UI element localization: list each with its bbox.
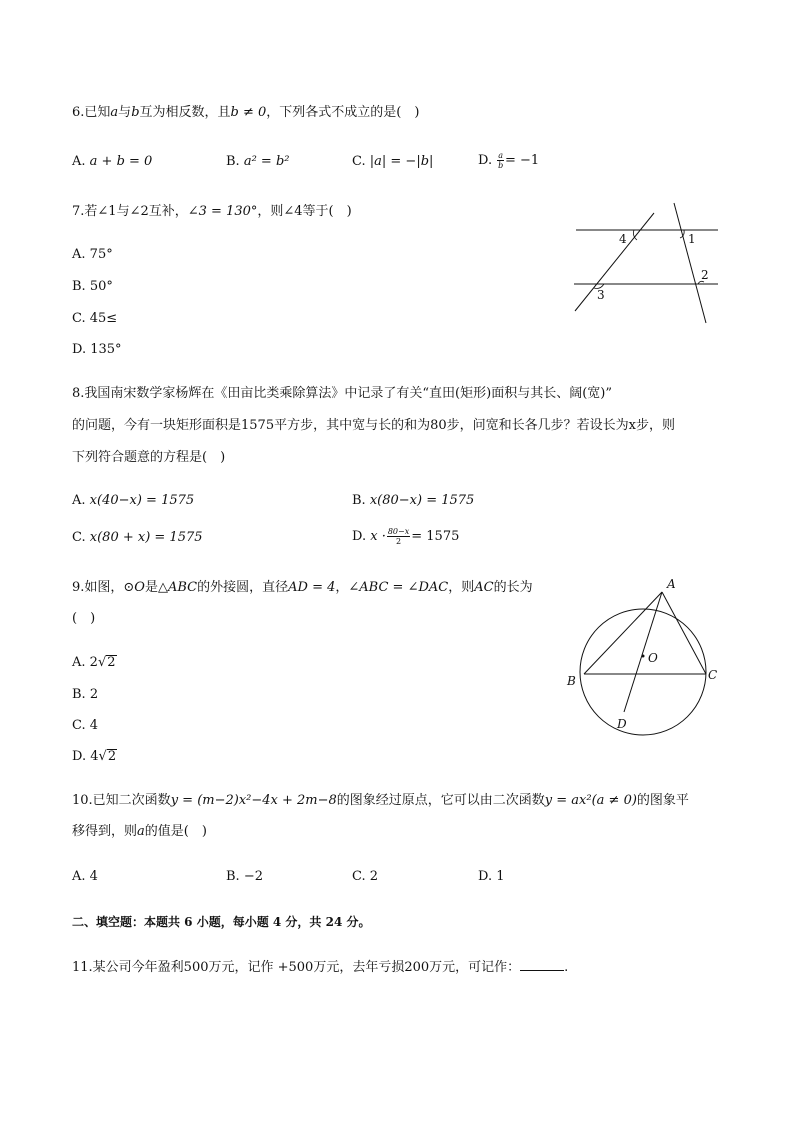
q9-stem-line1 [72,579,533,597]
q9-option-c [72,717,98,735]
fraction-denominator: 2 [396,537,402,546]
q6-stem-part: ，下列各式不成立的是( ) [266,105,420,120]
option-label: A. [72,154,86,169]
q7-option-c [72,310,117,328]
option-text: a² = b² [243,154,290,169]
option-text: = −1 [505,153,540,168]
chord-ac [662,592,706,674]
q6-option-d [478,151,539,170]
q6-stem [72,104,419,122]
q7-stem-part: ，则∠4等于( ) [257,204,352,219]
q10-stem-part: 的值是( ) [144,824,207,839]
q7-option-b [72,278,113,296]
option-text: a + b = 0 [89,154,153,169]
q9-stem-math: ⊙O [123,580,145,595]
option-label: C. [352,869,366,884]
sqrt-radicand: 2 [107,749,117,764]
q6-condition: b ≠ 0 [230,105,267,120]
q6-var-a: a [110,105,119,120]
q10-stem-line2 [72,823,207,841]
q10-stem-math: a [137,824,145,839]
fraction [497,151,504,170]
q8-option-c [72,529,203,547]
fraction [387,527,410,546]
q7-stem-part: 7.若∠1与∠2互补， [72,204,188,219]
q9-stem-math: AD = 4 [288,580,336,595]
figure-label-b: B [567,674,576,688]
q10-option-c [352,868,378,886]
option-coefficient: 2 [89,655,98,670]
option-text: 4 [89,869,98,884]
option-text: x(40−x) = 1575 [89,493,195,508]
q8-stem-line3: 下列符合题意的方程是( ) [72,450,226,465]
transversal-left [575,213,654,311]
figure-label-2: 2 [701,268,709,282]
q6-stem-part: 互为相反数，且 [139,105,231,120]
option-text: 4 [89,718,99,733]
q11-stem [72,958,568,977]
q10-stem-line1 [72,792,689,810]
q9-stem-part: ，则 [448,580,475,595]
transversal-right [674,203,706,323]
q8-stem-line1: 8.我国南宋数学家杨辉在《田亩比类乘除算法》中记录了有关“直田(矩形)面积与其长、阔(宽)” [72,386,612,401]
section-heading: 二、填空题：本题共 6 小题，每小题 4 分，共 24 分。 [72,915,371,929]
sqrt-symbol: √ [97,655,107,670]
q6-stem-part: 与 [118,105,132,120]
option-label: C. [72,718,86,733]
fraction-denominator: b [498,161,504,170]
q6-option-a [72,153,152,171]
q7-stem [72,203,352,221]
center-point [642,655,645,658]
q7-parallel-lines-figure [570,200,725,330]
q8-option-d [352,527,459,546]
figure-label-a: A [667,577,676,591]
q10-option-a [72,868,98,886]
option-text: x(80 + x) = 1575 [89,530,203,545]
figure-label-1: 1 [688,232,696,246]
q9-stem-part: 的长为 [493,580,533,595]
option-text: 1 [496,869,505,884]
option-label: D. [478,153,493,168]
q9-option-b [72,686,98,704]
option-label: B. [226,154,240,169]
q9-stem-part: 是 [144,580,158,595]
q10-option-b [226,868,263,886]
q9-option-a [72,654,117,672]
option-label: A. [72,869,86,884]
q9-stem-math: ∠ABC = ∠DAC [348,580,449,595]
fraction-numerator: a [498,151,504,160]
option-text: 75° [89,247,113,262]
q10-stem-part: 的图象平 [636,793,689,808]
figure-label-3: 3 [597,288,605,302]
option-text: |a| = −|b| [369,154,434,169]
option-text: = 1575 [411,529,460,544]
q6-var-b: b [131,105,140,120]
option-text: x(80−x) = 1575 [369,493,475,508]
option-label: C. [72,311,86,326]
option-label: A. [72,493,86,508]
q9-circle-figure [560,572,730,737]
q9-stem-part: ， [335,580,349,595]
q9-stem-math: △ABC [157,580,198,595]
option-label: B. [72,279,86,294]
option-label: B. [226,869,240,884]
q7-option-d [72,341,122,359]
option-label: A. [72,655,86,670]
q10-stem-part: 的图象经过原点，它可以由二次函数 [336,793,545,808]
q7-stem-math: ∠3 = 130° [187,204,258,219]
q10-stem-part: 移得到，则 [72,824,138,839]
q9-stem-line2: ( ) [72,611,96,626]
q11-stem-end: . [564,960,569,975]
q6-option-b [226,153,289,171]
q11-stem-text: 11.某公司今年盈利500万元，记作 +500万元，去年亏损200万元，可记作： [72,960,521,975]
figure-label-c: C [708,668,718,682]
option-label: D. [72,749,87,764]
figure-label-d: D [617,717,627,731]
q10-stem-math: y = ax²(a ≠ 0) [544,793,637,808]
option-text: −2 [243,869,263,884]
option-label: C. [352,154,366,169]
q8-option-a [72,492,194,510]
option-label: D. [72,342,87,357]
q6-stem-part: 6.已知 [72,105,111,120]
q6-option-c [352,153,433,171]
q10-stem-part: 10.已知二次函数 [72,793,171,808]
figure-label-4: 4 [619,232,627,246]
option-label: A. [72,247,86,262]
option-label: C. [72,530,86,545]
q9-stem-part: 的外接圆，直径 [197,580,289,595]
circumcircle [580,609,706,735]
q9-stem-part: 9.如图， [72,580,124,595]
q9-option-d [72,748,117,766]
option-text: x · [370,529,386,544]
option-text: 45≤ [89,311,118,326]
sqrt-radicand: 2 [107,655,116,670]
option-coefficient: 4 [90,749,99,764]
q7-option-a [72,246,113,264]
option-label: D. [352,529,367,544]
option-label: B. [352,493,366,508]
option-text: 2 [89,687,99,702]
q8-stem-line2: 的问题，今有一块矩形面积是1575平方步，其中宽与长的和为80步，问宽和长各几步？若设长为x步，则 [72,418,675,433]
figure-label-o: O [648,651,658,665]
option-text: 135° [90,342,122,357]
sqrt-symbol: √ [98,749,107,764]
q8-option-b [352,492,474,510]
option-text: 2 [369,869,379,884]
answer-blank[interactable] [520,958,564,971]
q10-option-d [478,868,505,886]
q10-stem-math: y = (m−2)x²−4x + 2m−8 [170,793,337,808]
fraction-numerator: 80−x [387,527,410,536]
q9-stem-math: AC [474,580,494,595]
option-label: D. [478,869,493,884]
option-text: 50° [89,279,113,294]
option-label: B. [72,687,86,702]
